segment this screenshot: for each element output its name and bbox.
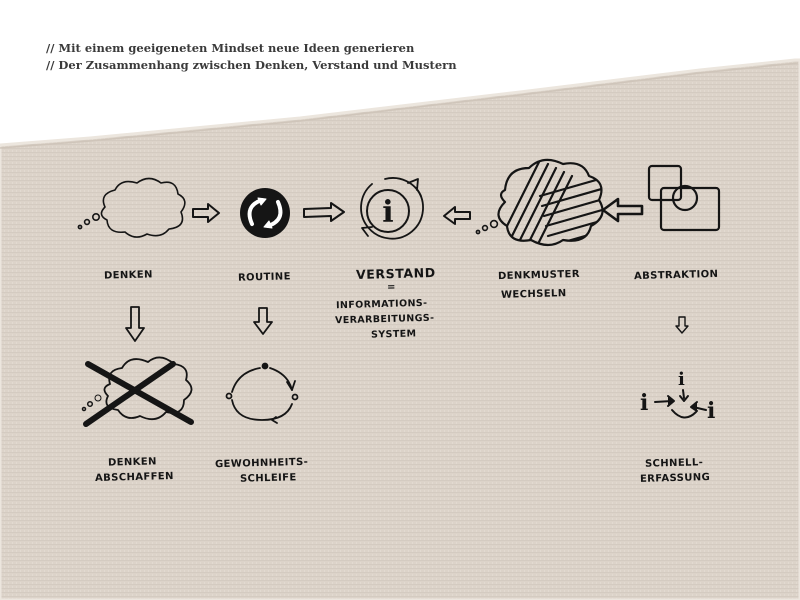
label-informations: INFORMATIONS- bbox=[335, 297, 428, 312]
thought-cloud-icon bbox=[78, 179, 184, 238]
label-denken-abschaffen-2: ABSCHAFFEN bbox=[94, 470, 175, 485]
info-icon bbox=[361, 178, 423, 239]
label-routine: ROUTINE bbox=[237, 271, 292, 284]
abstraction-icon bbox=[649, 166, 719, 230]
arrow-down-icon bbox=[126, 307, 144, 341]
loop-icon bbox=[227, 364, 298, 424]
arrow-left-icon bbox=[603, 199, 642, 221]
arrow-right-icon bbox=[193, 204, 219, 222]
label-schleife: SCHLEIFE bbox=[239, 472, 297, 485]
arrow-down-icon bbox=[254, 308, 272, 334]
hatched-cloud-icon bbox=[476, 160, 620, 256]
recycle-icon bbox=[240, 188, 290, 238]
label-equals: = bbox=[386, 281, 396, 294]
i-letter: i bbox=[678, 369, 685, 390]
crossed-cloud-icon bbox=[83, 357, 192, 424]
arrow-right-icon bbox=[304, 203, 344, 221]
header-line-1: // Mit einem geeigeneten Mindset neue Ideen generieren bbox=[46, 41, 415, 55]
label-verarbeitungs: VERARBEITUNGS- bbox=[334, 312, 435, 327]
arrow-down-icon bbox=[676, 317, 688, 333]
label-schnell: SCHNELL- bbox=[644, 457, 704, 470]
arrow-left-icon bbox=[444, 207, 470, 224]
label-abstraktion: ABSTRAKTION bbox=[633, 268, 719, 283]
quick-capture-icon bbox=[640, 369, 715, 424]
label-gewohnheits: GEWOHNHEITS- bbox=[214, 456, 309, 471]
label-system: SYSTEM bbox=[370, 328, 417, 341]
i-letter: i bbox=[707, 398, 716, 424]
info-symbol: i bbox=[382, 195, 394, 230]
header bbox=[46, 40, 457, 74]
i-letter: i bbox=[640, 390, 649, 416]
label-erfassung: ERFASSUNG bbox=[639, 472, 711, 485]
header-line-2: // Der Zusammenhang zwischen Denken, Verstand und Mustern bbox=[46, 58, 457, 72]
label-denken-abschaffen-1: DENKEN bbox=[107, 456, 157, 469]
label-wechseln: WECHSELN bbox=[500, 288, 567, 301]
label-denkmuster: DENKMUSTER bbox=[497, 268, 581, 283]
label-denken: DENKEN bbox=[103, 269, 153, 282]
label-verstand: VERSTAND bbox=[355, 264, 436, 283]
